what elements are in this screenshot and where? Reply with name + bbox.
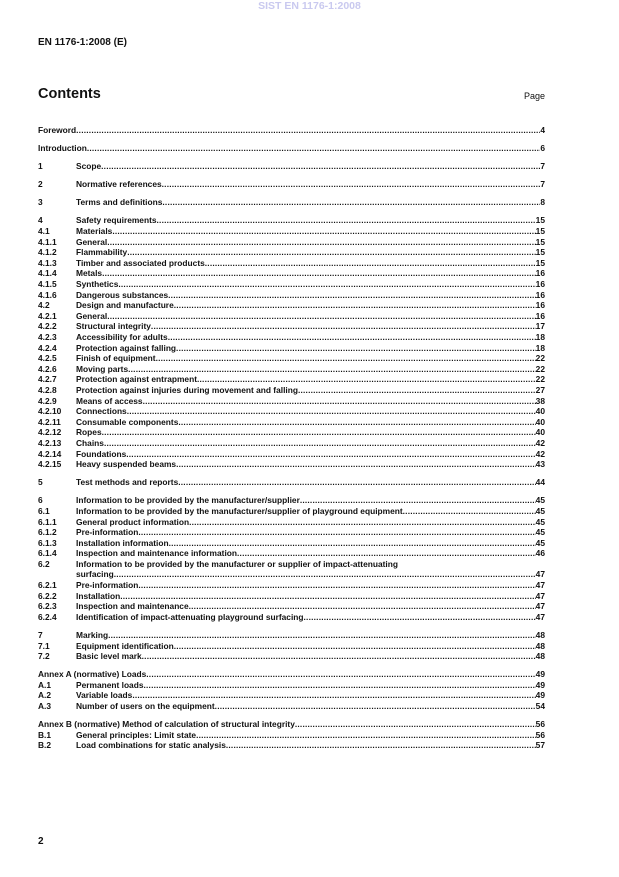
entry-title: Metals <box>76 268 103 279</box>
entry-number: 4.1.5 <box>38 279 57 290</box>
toc-entry[interactable] <box>38 374 545 385</box>
entry-page: 17 <box>535 321 545 332</box>
dot-leader <box>168 290 536 301</box>
entry-page: 7 <box>540 161 545 172</box>
entry-title: Permanent loads <box>76 679 144 690</box>
dot-leader <box>87 143 540 154</box>
entry-page: 54 <box>535 701 545 711</box>
toc-entry[interactable] <box>38 427 545 438</box>
toc-entry[interactable] <box>38 669 545 680</box>
dot-leader <box>205 258 536 269</box>
entry-number: 4.2.2 <box>38 321 57 332</box>
entry-page: 45 <box>535 495 545 506</box>
entry-page: 48 <box>535 651 545 662</box>
toc-entry[interactable] <box>38 601 545 612</box>
entry-number: 4.2.4 <box>38 342 57 353</box>
entry-page: 7 <box>540 179 545 190</box>
entry-number: 4.2.6 <box>38 363 57 374</box>
entry-title: General <box>76 236 108 247</box>
entry-page: 56 <box>535 729 545 740</box>
entry-number: 4.1.6 <box>38 289 57 300</box>
entry-number: A.1 <box>38 679 52 690</box>
entry-number: 4.1.2 <box>38 247 57 258</box>
entry-title: Accessibility for adults <box>76 332 168 342</box>
entry-title: Ropes <box>76 427 102 438</box>
toc-entry[interactable] <box>38 179 545 190</box>
entry-title: Flammability <box>76 247 128 258</box>
toc-entry[interactable] <box>38 258 545 269</box>
toc-entry[interactable] <box>38 680 545 691</box>
entry-number: 4.2.8 <box>38 384 57 395</box>
entry-page: 45 <box>535 505 545 516</box>
toc-entry[interactable] <box>38 449 545 460</box>
dot-leader <box>127 247 535 258</box>
toc-entry[interactable] <box>38 237 545 248</box>
entry-title: Normative references <box>76 179 162 190</box>
toc-entry[interactable] <box>38 630 545 641</box>
entry-title: Information to be provided by the manufacturer/supplier of playground equipment <box>76 505 403 516</box>
entry-title: Finish of equipment <box>76 353 156 364</box>
dot-leader <box>156 353 536 364</box>
entry-title: Introduction <box>38 143 87 154</box>
entry-page: 40 <box>535 416 545 427</box>
entry-page: 40 <box>535 406 545 417</box>
dot-leader <box>104 438 536 449</box>
entry-page: 44 <box>535 477 545 488</box>
entry-number: 6.1.1 <box>38 516 57 527</box>
entry-page: 22 <box>535 353 545 364</box>
toc-entry[interactable] <box>38 495 545 506</box>
dot-leader <box>168 332 536 343</box>
entry-number: 4.2.1 <box>38 310 57 321</box>
toc-entry[interactable] <box>38 417 545 428</box>
entry-title: Inspection and maintenance information <box>76 548 238 559</box>
entry-page: 56 <box>535 719 545 730</box>
toc-entry[interactable] <box>38 385 545 396</box>
dot-leader <box>127 406 536 417</box>
toc-entry[interactable] <box>38 343 545 354</box>
entry-page: 38 <box>535 395 545 406</box>
entry-page: 16 <box>535 300 545 311</box>
entry-number: B.1 <box>38 729 52 740</box>
entry-page: 49 <box>535 690 545 701</box>
entry-page: 47 <box>535 580 545 591</box>
toc-entry[interactable] <box>38 143 545 154</box>
dot-leader <box>174 300 536 311</box>
toc-entry[interactable] <box>38 559 545 570</box>
toc-entry[interactable] <box>38 591 545 602</box>
entry-title: Foreword <box>38 125 77 135</box>
dot-leader <box>101 161 540 172</box>
entry-title: General product information <box>76 516 190 527</box>
dot-leader <box>132 690 535 701</box>
entry-title: Terms and definitions <box>76 197 163 208</box>
dot-leader <box>120 591 535 602</box>
toc-entry[interactable] <box>38 364 545 375</box>
dot-leader <box>174 641 536 652</box>
dot-leader <box>157 215 536 226</box>
table-of-contents <box>38 125 545 758</box>
entry-title: Number of users on the equipment <box>76 701 215 711</box>
dot-leader <box>162 197 540 208</box>
entry-page: 16 <box>535 289 545 300</box>
toc-entry[interactable] <box>38 125 545 136</box>
entry-page: 27 <box>535 384 545 395</box>
dot-leader <box>128 364 536 375</box>
dot-leader <box>142 651 536 662</box>
entry-title: Information to be provided by the manufacturer/supplier <box>76 495 300 506</box>
dot-leader <box>196 730 536 741</box>
dot-leader <box>197 374 536 385</box>
entry-title: Annex A (normative) Loads <box>38 669 147 680</box>
toc-entry[interactable] <box>38 311 545 322</box>
entry-title: Design and manufacture <box>76 300 174 311</box>
dot-leader <box>112 226 535 237</box>
dot-leader <box>114 569 536 580</box>
toc-entry[interactable] <box>38 197 545 208</box>
dot-leader <box>176 459 536 470</box>
entry-number: A.2 <box>38 690 52 701</box>
dot-leader <box>76 125 540 136</box>
entry-number: 6.1.4 <box>38 548 57 559</box>
entry-title: Test methods and reports <box>76 477 179 488</box>
entry-number: 4.1.4 <box>38 268 57 279</box>
dot-leader <box>403 506 536 517</box>
toc-entry[interactable] <box>38 438 545 449</box>
entry-page: 6 <box>540 143 545 154</box>
entry-page: 48 <box>535 629 545 640</box>
entry-page: 22 <box>535 374 545 385</box>
entry-page: 47 <box>535 611 545 622</box>
entry-title: Marking <box>76 629 109 640</box>
entry-page: 18 <box>535 332 545 342</box>
entry-number: 6.2.4 <box>38 611 57 622</box>
dot-leader <box>107 311 535 322</box>
toc-entry-continuation[interactable] <box>38 569 545 580</box>
entry-number: 4.2.14 <box>38 448 62 459</box>
toc-entry[interactable] <box>38 580 545 591</box>
toc-entry[interactable] <box>38 161 545 172</box>
dot-leader <box>189 517 536 528</box>
entry-number: 4.1.1 <box>38 236 57 247</box>
entry-page: 45 <box>535 527 545 538</box>
entry-number: A.3 <box>38 701 52 711</box>
entry-title: Heavy suspended beams <box>76 459 177 470</box>
entry-title: Moving parts <box>76 363 129 374</box>
page-title: Contents <box>38 86 101 102</box>
document-header: EN 1176-1:2008 (E) <box>38 37 127 48</box>
entry-page: 4 <box>540 125 545 135</box>
dot-leader <box>102 268 536 279</box>
dot-leader <box>298 385 536 396</box>
dot-leader <box>143 396 536 407</box>
entry-number: 2 <box>38 179 43 190</box>
entry-page: 45 <box>535 516 545 527</box>
entry-page: 15 <box>535 215 545 226</box>
toc-entry[interactable] <box>38 215 545 226</box>
entry-number: 4.2.9 <box>38 395 57 406</box>
entry-page: 46 <box>535 548 545 559</box>
toc-entry[interactable] <box>38 353 545 364</box>
entry-title: Installation information <box>76 537 169 548</box>
toc-group <box>38 143 545 154</box>
page-number: 2 <box>38 836 44 847</box>
toc-entry[interactable] <box>38 641 545 652</box>
dot-leader <box>102 427 536 438</box>
entry-title: Connections <box>76 406 127 417</box>
dot-leader <box>138 580 535 591</box>
entry-title: Basic level mark <box>76 651 142 662</box>
toc-group <box>38 669 545 711</box>
dot-leader <box>304 612 536 623</box>
entry-page: 15 <box>535 236 545 247</box>
entry-title: Protection against falling <box>76 342 177 353</box>
entry-title: Safety requirements <box>76 215 157 226</box>
entry-title: Information to be provided by the manufacturer or supplier of impact-attenuating <box>76 558 398 569</box>
dot-leader <box>295 719 536 730</box>
entry-number: 6 <box>38 495 43 506</box>
toc-entry[interactable] <box>38 527 545 538</box>
entry-title: Structural integrity <box>76 321 151 332</box>
entry-number: 7 <box>38 629 43 640</box>
entry-title: Inspection and maintenance <box>76 601 189 612</box>
dot-leader <box>146 669 535 680</box>
dot-leader <box>107 237 535 248</box>
dot-leader <box>215 701 536 712</box>
dot-leader <box>176 343 536 354</box>
toc-entry[interactable] <box>38 459 545 470</box>
entry-number: 6.1.2 <box>38 527 57 538</box>
entry-title: Installation <box>76 590 121 601</box>
entry-number: 4.2.10 <box>38 406 62 417</box>
entry-title: Variable loads <box>76 690 133 701</box>
entry-number: 4.1 <box>38 226 50 237</box>
toc-group <box>38 197 545 208</box>
entry-title: Pre-information <box>76 580 139 591</box>
toc-group <box>38 161 545 172</box>
toc-entry[interactable] <box>38 538 545 549</box>
entry-page: 42 <box>535 448 545 459</box>
entry-number: 4.2 <box>38 300 50 311</box>
toc-entry[interactable] <box>38 290 545 301</box>
entry-number: 5 <box>38 477 43 488</box>
entry-page: 16 <box>535 279 545 290</box>
toc-entry[interactable] <box>38 406 545 417</box>
entry-page: 43 <box>535 459 545 470</box>
dot-leader <box>226 740 536 751</box>
dot-leader <box>189 601 536 612</box>
toc-group <box>38 215 545 469</box>
entry-number: 4.1.3 <box>38 257 57 268</box>
dot-leader <box>178 417 535 428</box>
entry-number: 6.2.1 <box>38 580 57 591</box>
toc-entry[interactable] <box>38 268 545 279</box>
entry-title: Dangerous substances <box>76 289 169 300</box>
dot-leader <box>237 548 536 559</box>
entry-title-continued: surfacing <box>76 569 114 580</box>
dot-leader <box>144 680 536 691</box>
entry-number: B.2 <box>38 740 52 751</box>
toc-group <box>38 630 545 662</box>
toc-entry[interactable] <box>38 477 545 488</box>
entry-page: 42 <box>535 437 545 448</box>
toc-entry[interactable] <box>38 226 545 237</box>
dot-leader <box>162 179 541 190</box>
dot-leader <box>178 477 535 488</box>
entry-page: 16 <box>535 268 545 279</box>
entry-page: 16 <box>535 310 545 321</box>
entry-title: Timber and associated products <box>76 257 205 268</box>
dot-leader <box>151 321 536 332</box>
dot-leader <box>118 279 535 290</box>
entry-number: 1 <box>38 161 43 172</box>
entry-page: 15 <box>535 257 545 268</box>
toc-entry[interactable] <box>38 719 545 730</box>
entry-number: 6.2.2 <box>38 590 57 601</box>
entry-page: 47 <box>535 590 545 601</box>
toc-entry[interactable] <box>38 396 545 407</box>
entry-page: 18 <box>535 342 545 353</box>
entry-page: 45 <box>535 537 545 548</box>
entry-page: 15 <box>535 226 545 237</box>
entry-page: 57 <box>535 740 545 751</box>
toc-entry[interactable] <box>38 279 545 290</box>
toc-group <box>38 125 545 136</box>
toc-entry[interactable] <box>38 247 545 258</box>
toc-group <box>38 495 545 622</box>
toc-entry[interactable] <box>38 321 545 332</box>
entry-number: 4.2.11 <box>38 416 61 427</box>
entry-title: Scope <box>76 161 102 172</box>
entry-title: Annex B (normative) Method of calculation of structural integrity <box>38 719 295 730</box>
entry-number: 7.2 <box>38 651 50 662</box>
watermark: SIST EN 1176-1:2008 <box>258 0 361 12</box>
toc-entry[interactable] <box>38 651 545 662</box>
dot-leader <box>300 495 536 506</box>
entry-title: Synthetics <box>76 279 119 290</box>
entry-page: 47 <box>535 569 545 580</box>
toc-entry[interactable] <box>38 740 545 751</box>
dot-leader <box>138 527 535 538</box>
entry-number: 3 <box>38 197 43 208</box>
entry-title: Equipment identification <box>76 640 174 651</box>
entry-page: 49 <box>535 679 545 690</box>
entry-number: 6.2 <box>38 558 50 569</box>
entry-number: 7.1 <box>38 640 50 651</box>
entry-page: 48 <box>535 640 545 651</box>
entry-title: Consumable components <box>76 416 179 427</box>
entry-title: Load combinations for static analysis <box>76 740 226 751</box>
toc-entry[interactable] <box>38 517 545 528</box>
entry-page: 49 <box>535 669 545 680</box>
toc-entry[interactable] <box>38 690 545 701</box>
entry-page: 15 <box>535 247 545 258</box>
entry-page: 22 <box>535 363 545 374</box>
toc-entry[interactable] <box>38 506 545 517</box>
toc-group <box>38 477 545 488</box>
toc-group <box>38 719 545 751</box>
toc-entry[interactable] <box>38 701 545 712</box>
entry-number: 6.2.3 <box>38 601 57 612</box>
entry-number: 6.1 <box>38 505 50 516</box>
entry-number: 4.2.7 <box>38 374 57 385</box>
entry-number: 6.1.3 <box>38 537 57 548</box>
entry-number: 4.2.3 <box>38 332 57 342</box>
entry-page: 47 <box>535 601 545 612</box>
toc-entry[interactable] <box>38 548 545 559</box>
dot-leader <box>126 449 535 460</box>
toc-group <box>38 179 545 190</box>
dot-leader <box>108 630 536 641</box>
toc-entry[interactable] <box>38 300 545 311</box>
dot-leader <box>169 538 536 549</box>
entry-title: Means of access <box>76 395 143 406</box>
entry-number: 4.2.12 <box>38 427 62 438</box>
page-column-label: Page <box>523 91 545 101</box>
entry-page: 40 <box>535 427 545 438</box>
entry-title: General <box>76 310 108 321</box>
toc-entry[interactable] <box>38 612 545 623</box>
entry-title: Protection against injuries during movement and falling <box>76 384 298 395</box>
toc-entry[interactable] <box>38 730 545 741</box>
entry-title: Foundations <box>76 448 127 459</box>
entry-title: General principles: Limit state <box>76 729 197 740</box>
entry-page: 8 <box>540 197 545 208</box>
entry-title: Chains <box>76 437 104 448</box>
entry-title: Materials <box>76 226 113 237</box>
entry-number: 4 <box>38 215 43 226</box>
entry-title: Protection against entrapment <box>76 374 197 385</box>
entry-title: Pre-information <box>76 527 139 538</box>
toc-entry[interactable] <box>38 332 545 343</box>
entry-number: 4.2.15 <box>38 459 62 470</box>
entry-number: 4.2.13 <box>38 437 62 448</box>
entry-number: 4.2.5 <box>38 353 57 364</box>
entry-title: Identification of impact-attenuating playground surfacing <box>76 611 304 622</box>
